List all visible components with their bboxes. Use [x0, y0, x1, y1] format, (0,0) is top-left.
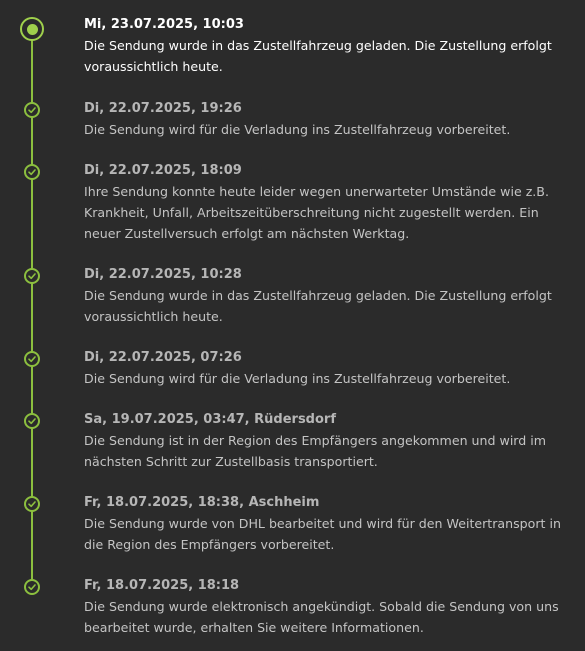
event-description: Die Sendung ist in der Region des Empfängers angekommen und wird im nächsten Schritt zur Zustellbasis transportiert. — [84, 433, 547, 469]
current-dot-icon — [20, 17, 44, 41]
event-description: Die Sendung wurde in das Zustellfahrzeug geladen. Die Zustellung erfolgt voraussichtlich heute. — [84, 288, 552, 324]
event-title: Mi, 23.07.2025, 10:03 — [84, 17, 244, 32]
check-icon — [24, 351, 40, 367]
timeline-event — [84, 575, 574, 638]
timeline-event — [84, 492, 574, 555]
check-icon — [24, 268, 40, 284]
event-title: Di, 22.07.2025, 10:28 — [84, 267, 242, 282]
event-description: Die Sendung wird für die Verladung ins Zustellfahrzeug vorbereitet. — [84, 371, 511, 386]
check-icon — [24, 102, 40, 118]
event-description: Die Sendung wurde in das Zustellfahrzeug geladen. Die Zustellung erfolgt voraussichtlich heute. — [84, 38, 552, 74]
check-icon — [24, 579, 40, 595]
event-title: Di, 22.07.2025, 18:09 — [84, 163, 242, 178]
timeline-event — [84, 98, 574, 140]
timeline-event — [84, 409, 574, 472]
event-description: Die Sendung wurde elektronisch angekündigt. Sobald die Sendung von uns bearbeitet wurde, erhalten Sie weitere Informationen. — [84, 599, 559, 635]
event-description: Die Sendung wird für die Verladung ins Zustellfahrzeug vorbereitet. — [84, 122, 511, 137]
event-title: Di, 22.07.2025, 19:26 — [84, 101, 242, 116]
timeline-event — [84, 160, 574, 244]
event-title: Fr, 18.07.2025, 18:38, Aschheim — [84, 495, 320, 510]
check-icon — [24, 496, 40, 512]
event-title: Fr, 18.07.2025, 18:18 — [84, 578, 240, 593]
event-description: Die Sendung wurde von DHL bearbeitet und wird für den Weitertransport in die Region des Empfängers vorbereitet. — [84, 516, 561, 552]
timeline-event — [84, 347, 574, 389]
check-icon — [24, 164, 40, 180]
event-title: Di, 22.07.2025, 07:26 — [84, 350, 242, 365]
timeline-event — [84, 14, 574, 77]
timeline-event — [84, 264, 574, 327]
check-icon — [24, 413, 40, 429]
event-description: Ihre Sendung konnte heute leider wegen unerwarteter Umstände wie z.B. Krankheit, Unfall, Arbeitszeitüberschreitung nicht zugestellt werden. Ein neuer Zustellversuch erfolgt am nächsten Werktag. — [84, 184, 549, 241]
event-title: Sa, 19.07.2025, 03:47, Rüdersdorf — [84, 412, 336, 427]
